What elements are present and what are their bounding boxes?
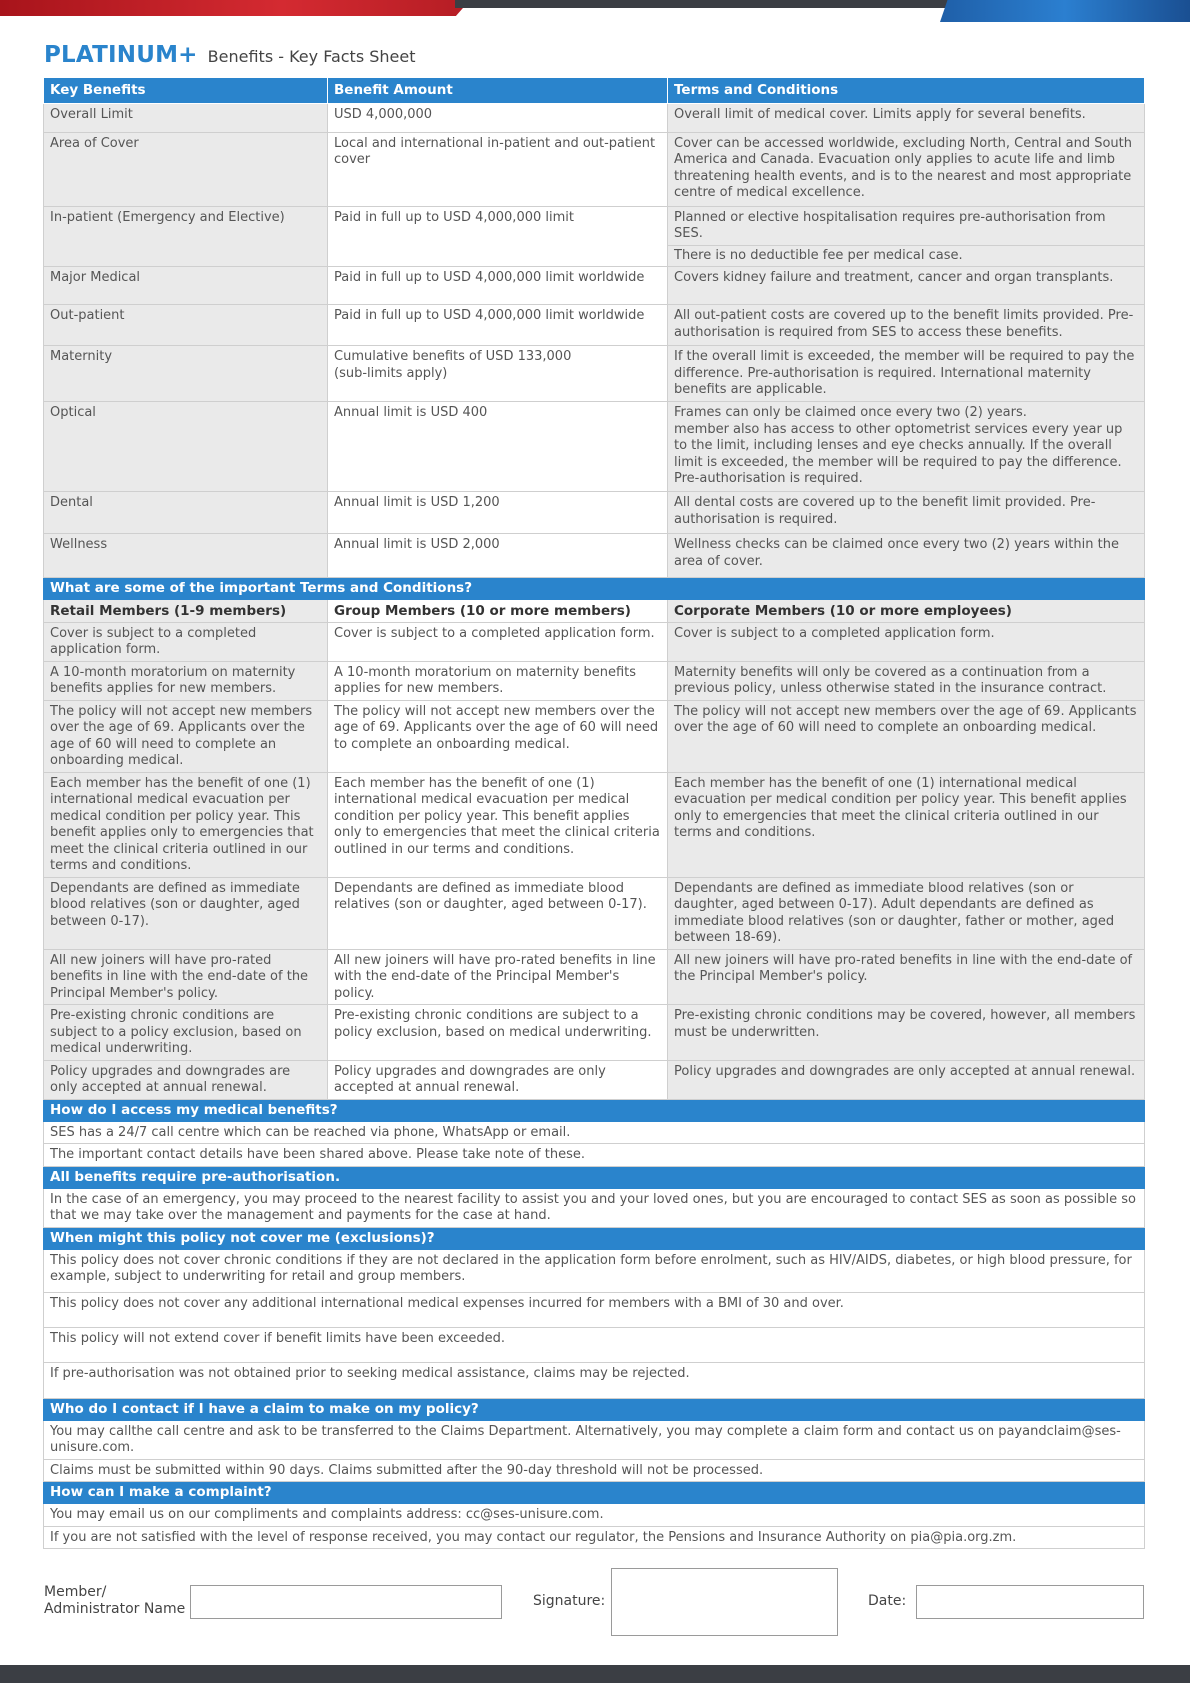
table-row [44,132,1145,206]
benefit-amount: Paid in full up to USD 4,000,000 limit worldwide [328,267,668,305]
info-line: The important contact details have been shared above. Please take note of these. [44,1144,1145,1167]
terms-line: Planned or elective hospitalisation requires pre-authorisation from SES. [674,209,1106,241]
benefit-name: Area of Cover [44,132,328,206]
page-subtitle: Benefits - Key Facts Sheet [207,47,416,66]
benefit-amount: Paid in full up to USD 4,000,000 limit [328,206,668,267]
corporate-term: Each member has the benefit of one (1) international medical evacuation per medical condition per policy year. This benefit applies only to emergencies that meet the clinical criteria outlined in our terms and conditions. [668,772,1145,877]
table-row [44,534,1145,578]
benefits-header-row [44,78,1145,104]
table-row [44,700,1145,772]
table-row [44,1249,1145,1292]
corporate-term: Policy upgrades and downgrades are only accepted at annual renewal. [668,1060,1145,1099]
info-line: In the case of an emergency, you may proceed to the nearest facility to assist you and your loved ones, but you are encouraged to contact SES as soon as possible so that we may take over the management and payments for the case at hand. [44,1188,1145,1227]
section-heading: How can I make a complaint? [44,1482,1145,1504]
amount-line: Cumulative benefits of USD 133,000 [334,349,572,364]
benefit-terms: Cover can be accessed worldwide, excluding North, Central and South America and Canada. Evacuation only applies to acute life and limb threatening health events, and is to the nearest and most appropriate centre of medical excellence. [668,132,1145,206]
table-row [44,305,1145,346]
bottom-decorative-band [0,1665,1190,1683]
section-heading: Who do I contact if I have a claim to make on my policy? [44,1398,1145,1420]
info-line: You may email us on our compliments and complaints address: cc@ses-unisure.com. [44,1504,1145,1527]
table-row [44,346,1145,402]
group-term: A 10-month moratorium on maternity benefits applies for new members. [328,661,668,700]
benefit-amount: Paid in full up to USD 4,000,000 limit worldwide [328,305,668,346]
table-row [44,772,1145,877]
benefit-terms: If the overall limit is exceeded, the member will be required to pay the difference. Pre-authorisation is required. International maternity benefits are applicable. [668,346,1145,402]
member-name-label-line: Member/ [44,1584,107,1600]
date-label: Date: [868,1593,907,1609]
info-line: If pre-authorisation was not obtained prior to seeking medical assistance, claims may be rejected. [44,1362,1145,1398]
corporate-term: Cover is subject to a completed application form. [668,622,1145,661]
benefit-amount: Annual limit is USD 400 [328,402,668,492]
retail-term: Dependants are defined as immediate blood relatives (son or daughter, aged between 0-17). [44,877,328,949]
table-row [44,1121,1145,1144]
retail-term: A 10-month moratorium on maternity benefits applies for new members. [44,661,328,700]
section-heading: When might this policy not cover me (exclusions)? [44,1227,1145,1249]
corporate-term: The policy will not accept new members over the age of 69. Applicants over the age of 60 will need to complete an onboarding medical. [668,700,1145,772]
section-header-terms [44,578,1145,600]
member-type-header-row [44,600,1145,623]
benefit-name: Maternity [44,346,328,402]
amount-line: (sub-limits apply) [334,365,448,381]
table-row [44,1005,1145,1061]
retail-term: All new joiners will have pro-rated benefits in line with the end-date of the Principal Member's policy. [44,949,328,1005]
benefit-amount: Annual limit is USD 2,000 [328,534,668,578]
info-line: This policy will not extend cover if benefit limits have been exceeded. [44,1327,1145,1362]
benefit-amount [328,346,668,402]
table-row [44,1144,1145,1167]
red-band-graphic [0,0,470,16]
benefit-terms [668,402,1145,492]
terms-line: Frames can only be claimed once every two (2) years. [674,405,1027,420]
table-row [44,103,1145,132]
group-term: The policy will not accept new members over the age of 69. Applicants over the age of 60 will need to complete an onboarding medical. [328,700,668,772]
retail-term: Each member has the benefit of one (1) international medical evacuation per medical condition per policy year. This benefit applies only to emergencies that meet the clinical criteria outlined in our terms and conditions. [44,772,328,877]
signature-field[interactable] [611,1568,838,1636]
member-name-field[interactable] [190,1585,502,1619]
benefits-table [43,77,1145,1549]
corporate-term: All new joiners will have pro-rated benefits in line with the end-date of the Principal Member's policy. [668,949,1145,1005]
table-row [44,1504,1145,1527]
benefit-terms: Covers kidney failure and treatment, cancer and organ transplants. [668,267,1145,305]
benefit-terms: All out-patient costs are covered up to the benefit limits provided. Pre-authorisation is required from SES to access these benefits. [668,305,1145,346]
section-header-exclusions [44,1227,1145,1249]
date-field[interactable] [916,1585,1144,1619]
benefit-name: Optical [44,402,328,492]
member-name-label [44,1584,185,1618]
info-line: This policy does not cover any additional international medical expenses incurred for members with a BMI of 30 and over. [44,1292,1145,1327]
dark-band-graphic [455,0,965,8]
table-row [44,877,1145,949]
table-row [44,1526,1145,1549]
brand-name: PLATINUM+ [44,42,198,68]
retail-term: Pre-existing chronic conditions are subject to a policy exclusion, based on medical underwriting. [44,1005,328,1061]
info-line: You may callthe call centre and ask to be transferred to the Claims Department. Alternatively, you may complete a claim form and contact us on payandclaim@ses-unisure.com. [44,1420,1145,1459]
table-row [44,1188,1145,1227]
section-heading: What are some of the important Terms and Conditions? [44,578,1145,600]
benefit-terms [668,206,1145,267]
section-heading: All benefits require pre-authorisation. [44,1166,1145,1188]
benefit-name: Dental [44,492,328,534]
signature-area [0,1560,1190,1640]
section-heading: How do I access my medical benefits? [44,1099,1145,1121]
group-term: Policy upgrades and downgrades are only accepted at annual renewal. [328,1060,668,1099]
benefit-amount: Local and international in-patient and out-patient cover [328,132,668,206]
column-header: Retail Members (1-9 members) [44,600,328,623]
group-term: Each member has the benefit of one (1) international medical evacuation per medical condition per policy year. This benefit applies only to emergencies that meet the clinical criteria outlined in our terms and conditions. [328,772,668,877]
benefit-name: In-patient (Emergency and Elective) [44,206,328,267]
info-line: This policy does not cover chronic conditions if they are not declared in the application form before enrolment, such as HIV/AIDS, diabetes, or high blood pressure, for example, subject to underwriting for retail and group members. [44,1249,1145,1292]
table-row [44,1060,1145,1099]
section-header-access [44,1099,1145,1121]
benefit-name: Overall Limit [44,103,328,132]
section-header-claims [44,1398,1145,1420]
table-row [44,206,1145,267]
top-decorative-band [0,0,1190,18]
info-line: SES has a 24/7 call centre which can be reached via phone, WhatsApp or email. [44,1121,1145,1144]
corporate-term: Dependants are defined as immediate blood relatives (son or daughter, aged between 0-17). Adult dependants are defined as immediate blood relatives (son or daughter, father or mother, aged between 18-69). [668,877,1145,949]
table-row [44,1420,1145,1459]
benefit-amount: USD 4,000,000 [328,103,668,132]
terms-line: There is no deductible fee per medical case. [668,245,1144,265]
info-line: Claims must be submitted within 90 days. Claims submitted after the 90-day threshold will not be processed. [44,1459,1145,1482]
corporate-term: Maternity benefits will only be covered as a continuation from a previous policy, unless otherwise stated in the insurance contract. [668,661,1145,700]
member-name-label-line: Administrator Name [44,1601,186,1617]
benefit-terms: Overall limit of medical cover. Limits apply for several benefits. [668,103,1145,132]
table-row [44,402,1145,492]
retail-term: Cover is subject to a completed application form. [44,622,328,661]
column-header: Benefit Amount [328,78,668,104]
table-row [44,492,1145,534]
section-header-preauth [44,1166,1145,1188]
benefit-name: Wellness [44,534,328,578]
table-row [44,1327,1145,1362]
signature-label: Signature: [533,1593,606,1609]
table-row [44,1459,1145,1482]
table-row [44,267,1145,305]
corporate-term: Pre-existing chronic conditions may be covered, however, all members must be underwritten. [668,1005,1145,1061]
retail-term: Policy upgrades and downgrades are only accepted at annual renewal. [44,1060,328,1099]
group-term: Cover is subject to a completed application form. [328,622,668,661]
terms-line: member also has access to other optometrist services every year up to the limit, including lenses and eye checks annually. If the overall limit is exceeded, the member will be required to pay the difference. Pre-authorisation is required. [674,421,1123,486]
group-term: All new joiners will have pro-rated benefits in line with the end-date of the Principal Member's policy. [328,949,668,1005]
benefit-terms: All dental costs are covered up to the benefit limit provided. Pre-authorisation is required. [668,492,1145,534]
column-header: Key Benefits [44,78,328,104]
benefit-amount: Annual limit is USD 1,200 [328,492,668,534]
benefit-name: Out-patient [44,305,328,346]
blue-band-graphic [940,0,1190,22]
table-row [44,949,1145,1005]
benefit-terms: Wellness checks can be claimed once every two (2) years within the area of cover. [668,534,1145,578]
group-term: Dependants are defined as immediate blood relatives (son or daughter, aged between 0-17). [328,877,668,949]
column-header: Terms and Conditions [668,78,1145,104]
table-row [44,661,1145,700]
column-header: Corporate Members (10 or more employees) [668,600,1145,623]
info-line: If you are not satisfied with the level of response received, you may contact our regulator, the Pensions and Insurance Authority on pia@pia.org.zm. [44,1526,1145,1549]
group-term: Pre-existing chronic conditions are subject to a policy exclusion, based on medical underwriting. [328,1005,668,1061]
column-header: Group Members (10 or more members) [328,600,668,623]
page-title [44,42,416,72]
benefit-name: Major Medical [44,267,328,305]
section-header-complaints [44,1482,1145,1504]
table-row [44,622,1145,661]
table-row [44,1362,1145,1398]
table-row [44,1292,1145,1327]
retail-term: The policy will not accept new members over the age of 69. Applicants over the age of 60 will need to complete an onboarding medical. [44,700,328,772]
